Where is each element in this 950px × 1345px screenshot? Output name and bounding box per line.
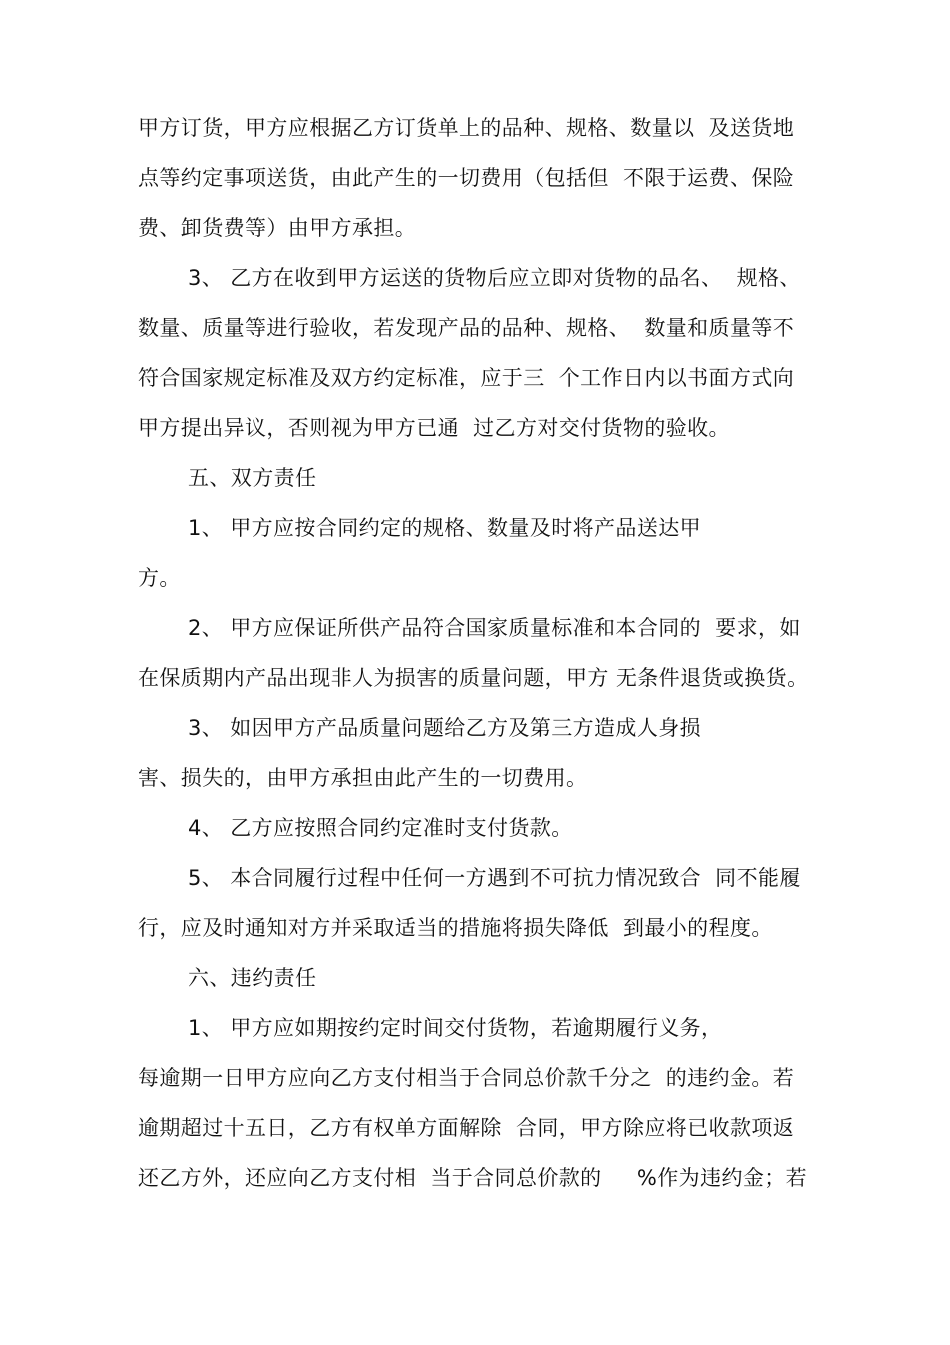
paragraph-line: 1、 甲方应如期按约定时间交付货物，若逾期履行义务， — [188, 1016, 723, 1040]
paragraph-line: 3、 乙方在收到甲方运送的货物后应立即对货物的品名、 规格、 — [188, 266, 801, 290]
paragraph-line: 符合国家规定标准及双方约定标准，应于三 个工作日内以书面方式向 — [138, 366, 795, 390]
paragraph-line: 费、卸货费等）由甲方承担。 — [138, 216, 417, 240]
paragraph-line: 5、 本合同履行过程中任何一方遇到不可抗力情况致合 同不能履 — [188, 866, 801, 890]
paragraph-line: 还乙方外，还应向乙方支付相 当于合同总价款的 %作为违约金；若 — [138, 1166, 808, 1190]
paragraph-line: 逾期超过十五日，乙方有权单方面解除 合同，甲方除应将已收款项返 — [138, 1116, 795, 1140]
paragraph-line: 害、损失的，由甲方承担由此产生的一切费用。 — [138, 766, 588, 790]
paragraph-line: 甲方订货，甲方应根据乙方订货单上的品种、规格、数量以 及送货地 — [138, 116, 795, 140]
paragraph-line: 1、 甲方应按合同约定的规格、数量及时将产品送达甲 — [188, 516, 702, 540]
paragraph-line: 数量、质量等进行验收，若发现产品的品种、规格、 数量和质量等不 — [138, 316, 795, 340]
paragraph-line: 在保质期内产品出现非人为损害的质量问题，甲方 无条件退货或换货。 — [138, 666, 809, 690]
section-heading: 六、违约责任 — [188, 966, 317, 990]
paragraph-line: 3、 如因甲方产品质量问题给乙方及第三方造成人身损 — [188, 716, 702, 740]
paragraph-line: 方。 — [138, 566, 181, 590]
paragraph-line: 2、 甲方应保证所供产品符合国家质量标准和本合同的 要求，如 — [188, 616, 801, 640]
paragraph-line: 4、 乙方应按照合同约定准时支付货款。 — [188, 816, 573, 840]
paragraph-line: 行，应及时通知对方并采取适当的措施将损失降低 到最小的程度。 — [138, 916, 773, 940]
paragraph-line: 每逾期一日甲方应向乙方支付相当于合同总价款千分之 的违约金。若 — [138, 1066, 795, 1090]
paragraph-line: 甲方提出异议，否则视为甲方已通 过乙方对交付货物的验收。 — [138, 416, 730, 440]
paragraph-line: 点等约定事项送货，由此产生的一切费用（包括但 不限于运费、保险 — [138, 166, 795, 190]
section-heading: 五、双方责任 — [188, 466, 317, 490]
